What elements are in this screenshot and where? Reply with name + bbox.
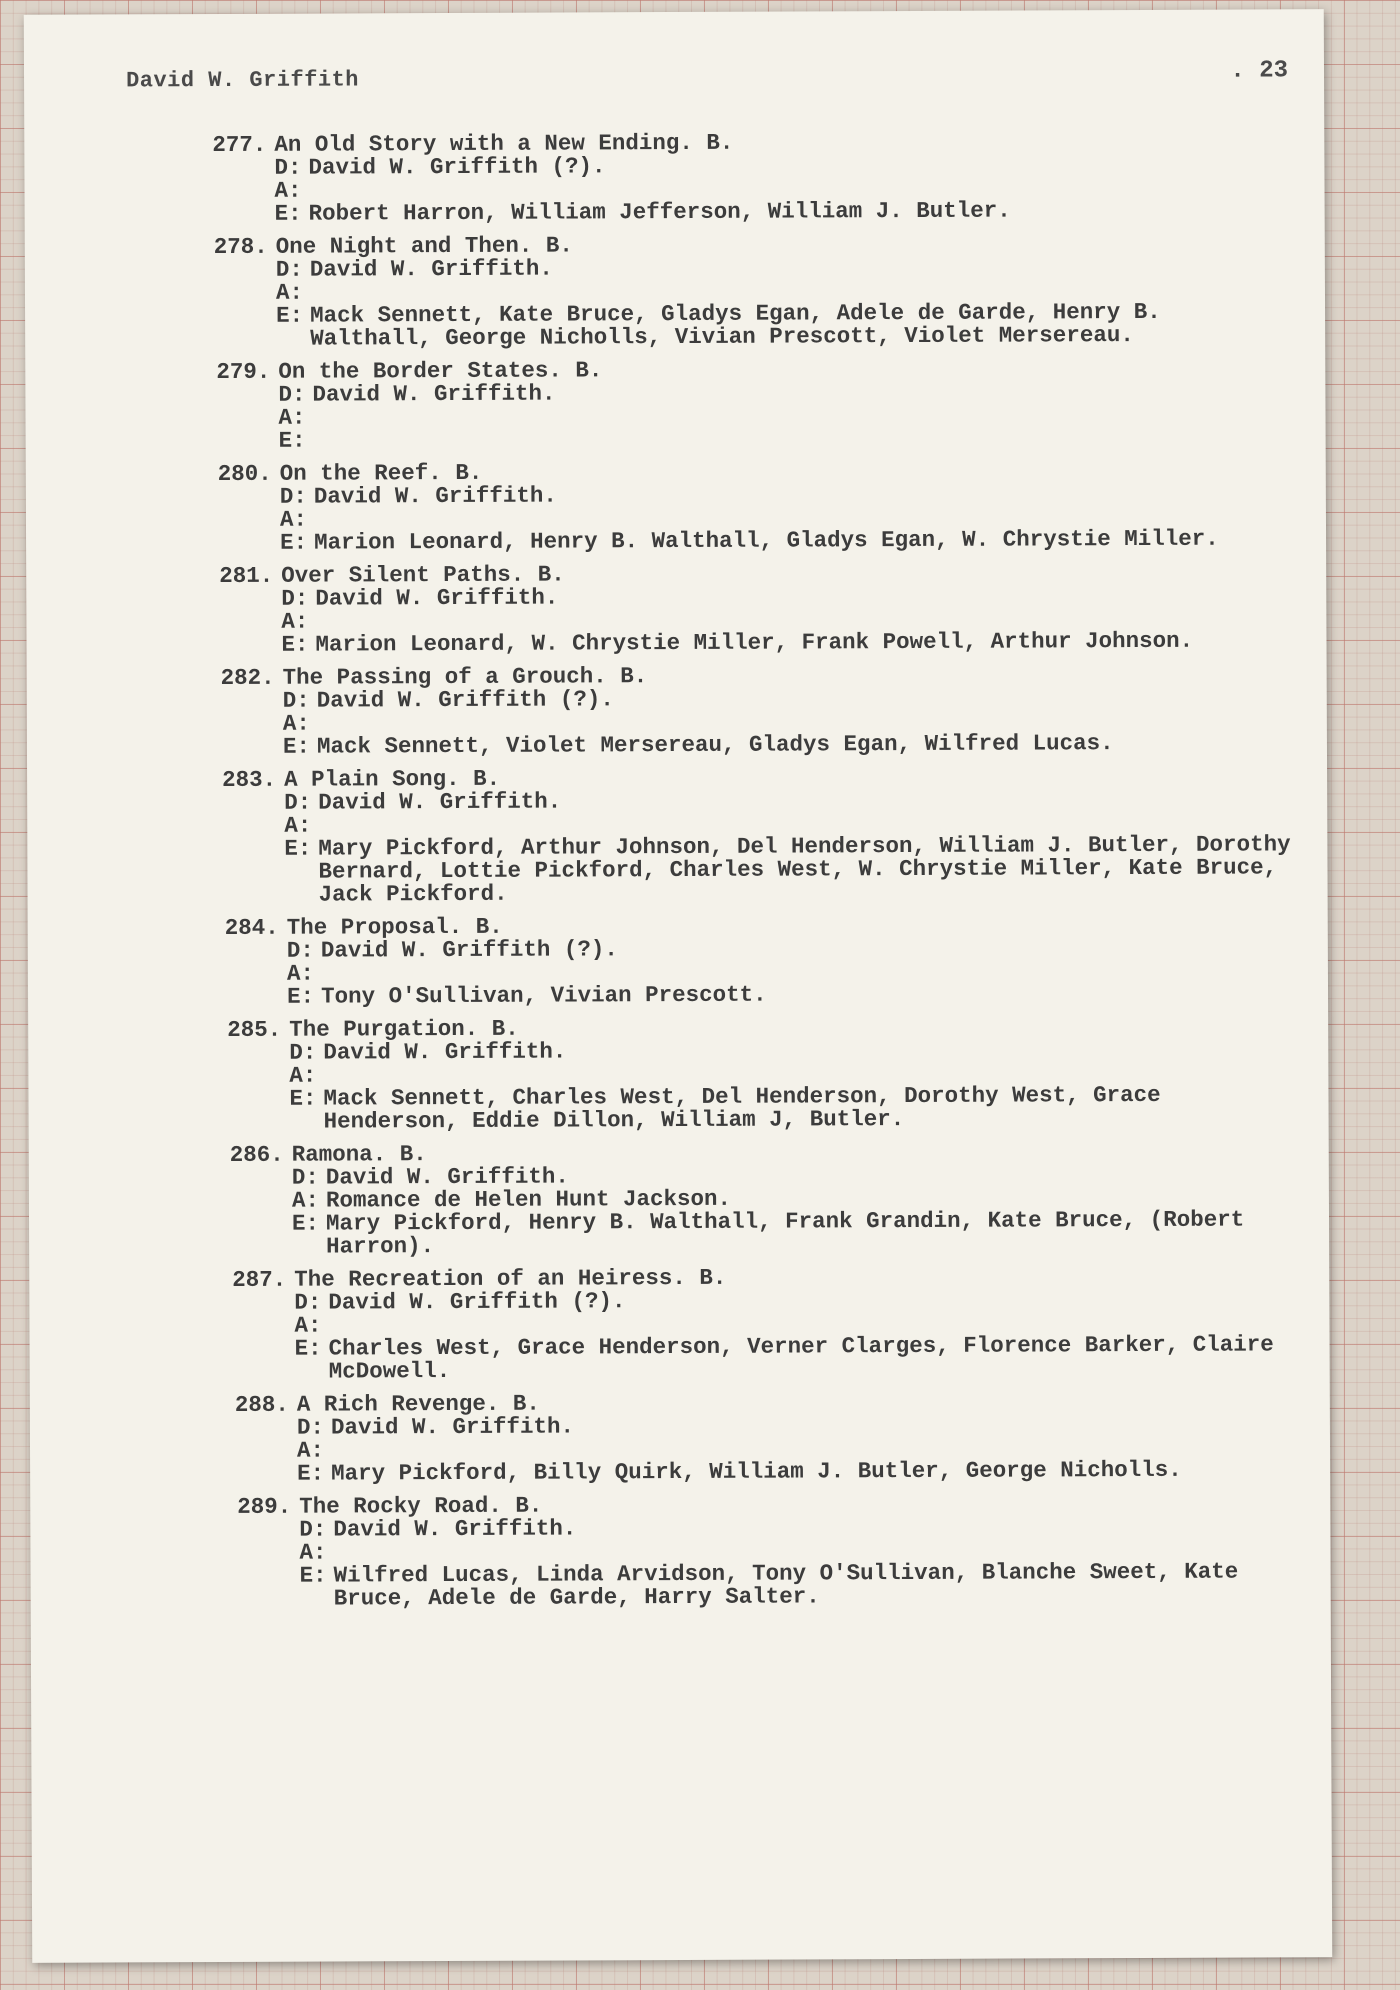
entry-number: 282. bbox=[220, 664, 275, 691]
director-value: David W. Griffith. bbox=[318, 788, 562, 816]
film-entry bbox=[222, 764, 1296, 907]
filmography-list bbox=[212, 129, 1298, 1621]
author-label: A: bbox=[286, 960, 315, 987]
director-value: David W. Griffith (?). bbox=[328, 1288, 626, 1316]
entry-title: The Rocky Road. B. bbox=[299, 1492, 543, 1520]
cast-label: E: bbox=[286, 983, 315, 1010]
entry-title: On the Border States. B. bbox=[278, 357, 603, 385]
entry-title: The Proposal. B. bbox=[286, 913, 503, 941]
entry-number: 287. bbox=[232, 1266, 287, 1293]
cast-label: E: bbox=[274, 200, 302, 227]
cast-value: Mack Sennett, Violet Mersereau, Gladys Egan, Wilfred Lucas. bbox=[316, 730, 1114, 760]
cast-value: Marion Leonard, W. Chrystie Miller, Frank Powell, Arthur Johnson. bbox=[315, 627, 1194, 658]
film-entry bbox=[225, 912, 1296, 1009]
cast-value: Robert Harron, William Jefferson, William J. Butler. bbox=[308, 197, 1011, 227]
director-label: D: bbox=[286, 937, 314, 964]
author-label: A: bbox=[299, 1539, 327, 1566]
cast-label: E: bbox=[278, 427, 306, 454]
film-entry bbox=[212, 129, 1292, 226]
entry-number: 285. bbox=[227, 1016, 282, 1043]
entry-title: The Purgation. B. bbox=[289, 1015, 519, 1043]
entry-title: The Recreation of an Heiress. B. bbox=[294, 1264, 727, 1293]
director-label: D: bbox=[296, 1414, 324, 1441]
document-sheet bbox=[24, 9, 1332, 1963]
director-value: David W. Griffith. bbox=[333, 1515, 577, 1543]
cast-value: Marion Leonard, Henry B. Walthall, Gladys Egan, W. Chrystie Miller. bbox=[314, 525, 1219, 556]
cast-label: E: bbox=[281, 631, 309, 658]
cast-label: E: bbox=[291, 1210, 320, 1237]
director-label: D: bbox=[289, 1039, 317, 1066]
cast-value: Mack Sennett, Kate Bruce, Gladys Egan, Adele de Garde, Henry B. Walthall, George Nicholls, Vivian Prescott, Violet Mersereau. bbox=[310, 298, 1161, 352]
author-label: A: bbox=[284, 812, 312, 839]
entry-title: Over Silent Paths. B. bbox=[281, 561, 565, 589]
entry-number: 279. bbox=[216, 358, 271, 386]
director-label: D: bbox=[274, 154, 302, 181]
film-entry bbox=[216, 356, 1293, 453]
director-label: D: bbox=[279, 483, 307, 510]
entry-number: 288. bbox=[234, 1391, 289, 1418]
director-value: David W. Griffith. bbox=[309, 255, 553, 283]
entry-number: 284. bbox=[224, 914, 279, 941]
author-label: A: bbox=[275, 279, 304, 306]
film-entry bbox=[219, 560, 1294, 657]
film-entry bbox=[221, 662, 1295, 759]
cast-label: E: bbox=[299, 1562, 327, 1589]
director-label: D: bbox=[275, 256, 303, 283]
entry-number: 280. bbox=[217, 460, 272, 488]
entry-number: 289. bbox=[237, 1493, 292, 1520]
author-label: A: bbox=[282, 710, 310, 737]
author-header: David W. Griffith bbox=[125, 67, 360, 94]
entry-title: A Rich Revenge. B. bbox=[296, 1390, 540, 1418]
director-label: D: bbox=[299, 1516, 327, 1543]
author-value: Romance de Helen Hunt Jackson. bbox=[325, 1185, 732, 1214]
author-label: A: bbox=[296, 1437, 325, 1464]
author-label: A: bbox=[294, 1312, 322, 1339]
cast-value: Mary Pickford, Billy Quirk, William J. Butler, George Nicholls. bbox=[331, 1456, 1182, 1487]
film-entry bbox=[232, 1264, 1297, 1384]
cast-value: Tony O'Sullivan, Vivian Prescott. bbox=[320, 981, 767, 1010]
director-label: D: bbox=[282, 687, 310, 714]
director-value: David W. Griffith (?). bbox=[320, 936, 618, 964]
author-label: A: bbox=[278, 404, 306, 431]
entry-title: Ramona. B. bbox=[291, 1141, 427, 1168]
film-entry bbox=[218, 458, 1294, 555]
entry-number: 283. bbox=[222, 766, 277, 793]
entry-title: One Night and Then. B. bbox=[275, 232, 573, 260]
director-value: David W. Griffith. bbox=[330, 1413, 575, 1441]
cast-value: Wilfred Lucas, Linda Arvidson, Tony O'Sullivan, Blanche Sweet, Kate Bruce, Adele de Garde, Harry Salter. bbox=[333, 1558, 1239, 1612]
director-label: D: bbox=[294, 1289, 322, 1316]
cast-value: Mary Pickford, Henry B. Walthall, Frank Grandin, Kate Bruce, (Robert Harron). bbox=[325, 1206, 1245, 1260]
director-value: David W. Griffith. bbox=[323, 1038, 567, 1066]
director-value: David W. Griffith (?). bbox=[308, 153, 606, 181]
author-label: A: bbox=[291, 1187, 320, 1214]
cast-label: E: bbox=[280, 529, 308, 556]
film-entry bbox=[235, 1389, 1298, 1486]
film-entry bbox=[237, 1491, 1298, 1611]
cast-label: E: bbox=[284, 835, 312, 862]
film-entry bbox=[214, 231, 1293, 351]
entry-number: 278. bbox=[213, 233, 268, 261]
director-label: D: bbox=[291, 1164, 319, 1191]
director-value: David W. Griffith. bbox=[313, 482, 557, 510]
director-value: David W. Griffith. bbox=[312, 380, 556, 408]
entry-title: An Old Story with a New Ending. B. bbox=[274, 129, 734, 158]
cast-value: Mack Sennett, Charles West, Del Henderson, Dorothy West, Grace Henderson, Eddie Dillon, William J, Butler. bbox=[323, 1081, 1161, 1135]
director-value: David W. Griffith. bbox=[315, 584, 559, 612]
cast-label: E: bbox=[289, 1085, 317, 1112]
entry-number: 277. bbox=[212, 131, 267, 159]
director-label: D: bbox=[278, 381, 306, 408]
entry-title: The Passing of a Grouch. B. bbox=[282, 663, 648, 691]
author-label: A: bbox=[279, 506, 308, 533]
film-entry bbox=[230, 1139, 1297, 1259]
author-label: A: bbox=[289, 1062, 317, 1089]
entry-number: 286. bbox=[229, 1141, 284, 1168]
cast-label: E: bbox=[276, 302, 304, 329]
cast-label: E: bbox=[297, 1460, 325, 1487]
entry-title: On the Reef. B. bbox=[279, 459, 483, 487]
director-label: D: bbox=[284, 789, 312, 816]
author-label: A: bbox=[274, 177, 302, 204]
director-value: David W. Griffith. bbox=[325, 1163, 569, 1191]
page-number: . 23 bbox=[1230, 57, 1289, 85]
cast-label: E: bbox=[294, 1335, 322, 1362]
cast-value: Charles West, Grace Henderson, Verner Clarges, Florence Barker, Claire McDowell. bbox=[328, 1331, 1274, 1385]
director-label: D: bbox=[281, 585, 309, 612]
director-value: David W. Griffith (?). bbox=[316, 686, 614, 714]
cast-label: E: bbox=[282, 733, 311, 760]
cast-value bbox=[313, 425, 1294, 452]
cast-value: Mary Pickford, Arthur Johnson, Del Henderson, William J. Butler, Dorothy Bernard, Lottie Pickford, Charles West, W. Chrystie Miller, Kate Bruce, Jack Pickford. bbox=[318, 831, 1291, 908]
author-label: A: bbox=[281, 608, 309, 635]
entry-title: A Plain Song. B. bbox=[284, 765, 501, 793]
entry-number: 281. bbox=[219, 562, 274, 589]
film-entry bbox=[227, 1014, 1296, 1134]
